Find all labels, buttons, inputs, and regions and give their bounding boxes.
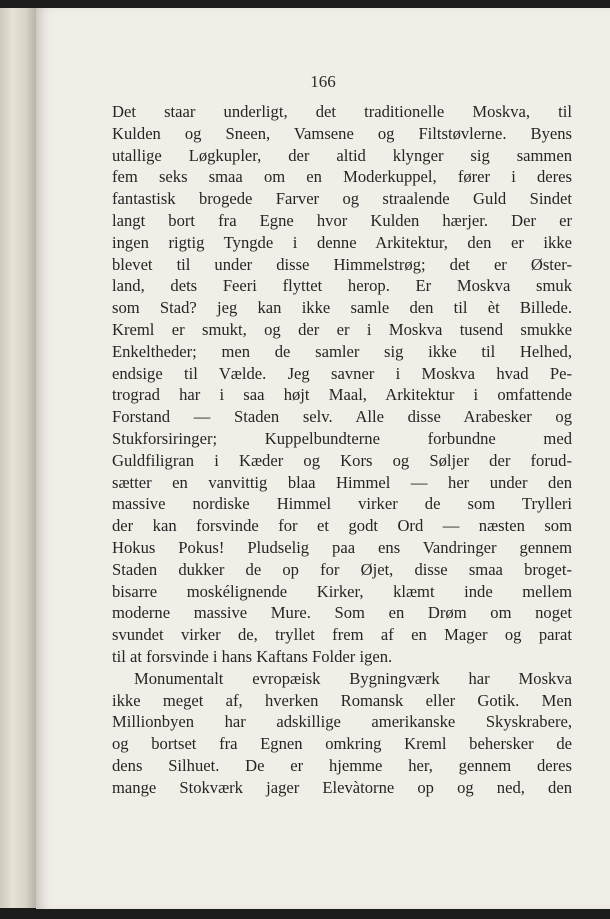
text-line: moderne massive Mure. Som en Drøm om noget: [112, 603, 572, 623]
text-line: til at forsvinde i hans Kaftans Folder igen.: [112, 646, 393, 666]
text-line: Staden dukker de op for Øjet, disse smaa broget-: [112, 559, 572, 579]
text-line: som Stad? jeg kan ikke samle den til èt Billede.: [112, 298, 572, 318]
text-line: Kreml er smukt, og der er i Moskva tusend smukke: [112, 319, 572, 339]
text-line: bisarre moskélignende Kirker, klæmt inde mellem: [112, 581, 572, 601]
text-line: fantastisk brogede Farver og straalende Guld Sindet: [112, 189, 572, 209]
text-line: endsige til Vælde. Jeg savner i Moskva hvad Pe-: [112, 363, 572, 383]
text-line: dens Silhuet. De er hjemme her, gennem deres: [112, 755, 572, 775]
text-line: Guldfiligran i Kæder og Kors og Søljer der forud-: [112, 450, 572, 470]
text-line: Stukforsiringer; Kuppelbundterne forbundne med: [112, 428, 572, 448]
text-line: trograd har i saa højt Maal, Arkitektur i omfattende: [112, 385, 572, 405]
body-text: [112, 101, 572, 799]
text-line: mange Stokværk jager Elevàtorne op og ned, den: [112, 777, 572, 797]
text-line: massive nordiske Himmel virker de som Trylleri: [112, 494, 572, 514]
text-line: Hokus Pokus! Pludselig paa ens Vandringer gennem: [112, 537, 572, 557]
text-line: ikke meget af, hverken Romansk eller Gotik. Men: [112, 690, 572, 710]
text-line: langt bort fra Egne hvor Kulden hærjer. Der er: [112, 210, 572, 230]
text-line: Forstand — Staden selv. Alle disse Arabesker og: [112, 407, 572, 427]
text-line: Det staar underligt, det traditionelle Moskva, til: [112, 102, 572, 121]
text-line: Millionbyen har adskillige amerikanske Skyskrabere,: [112, 712, 572, 732]
page-number: 166: [310, 72, 336, 91]
text-line: blevet til under disse Himmelstrøg; det er Øster-: [112, 254, 572, 274]
text-line: fem seks smaa om en Moderkuppel, fører i deres: [112, 167, 572, 187]
text-line: sætter en vanvittig blaa Himmel — her under den: [112, 472, 572, 492]
text-line: Enkeltheder; men de samler sig ikke til Helhed,: [112, 341, 572, 361]
text-line: der kan forsvinde for et godt Ord — næsten som: [112, 516, 572, 536]
text-line: og bortset fra Egnen omkring Kreml behersker de: [112, 734, 572, 754]
text-line: Monumentalt evropæisk Bygningværk har Moskva: [134, 668, 572, 688]
book-binding-edge: [0, 8, 36, 908]
text-line: Kulden og Sneen, Vamsene og Filtstøvlerne. Byens: [112, 123, 572, 143]
text-line: land, dets Feeri flyttet herop. Er Moskva smuk: [112, 276, 572, 296]
text-line: utallige Løgkupler, der altid klynger sig sammen: [112, 145, 572, 165]
text-line: svundet virker de, tryllet frem af en Mager og parat: [112, 625, 572, 645]
text-line: ingen rigtig Tyngde i denne Arkitektur, den er ikke: [112, 232, 572, 252]
